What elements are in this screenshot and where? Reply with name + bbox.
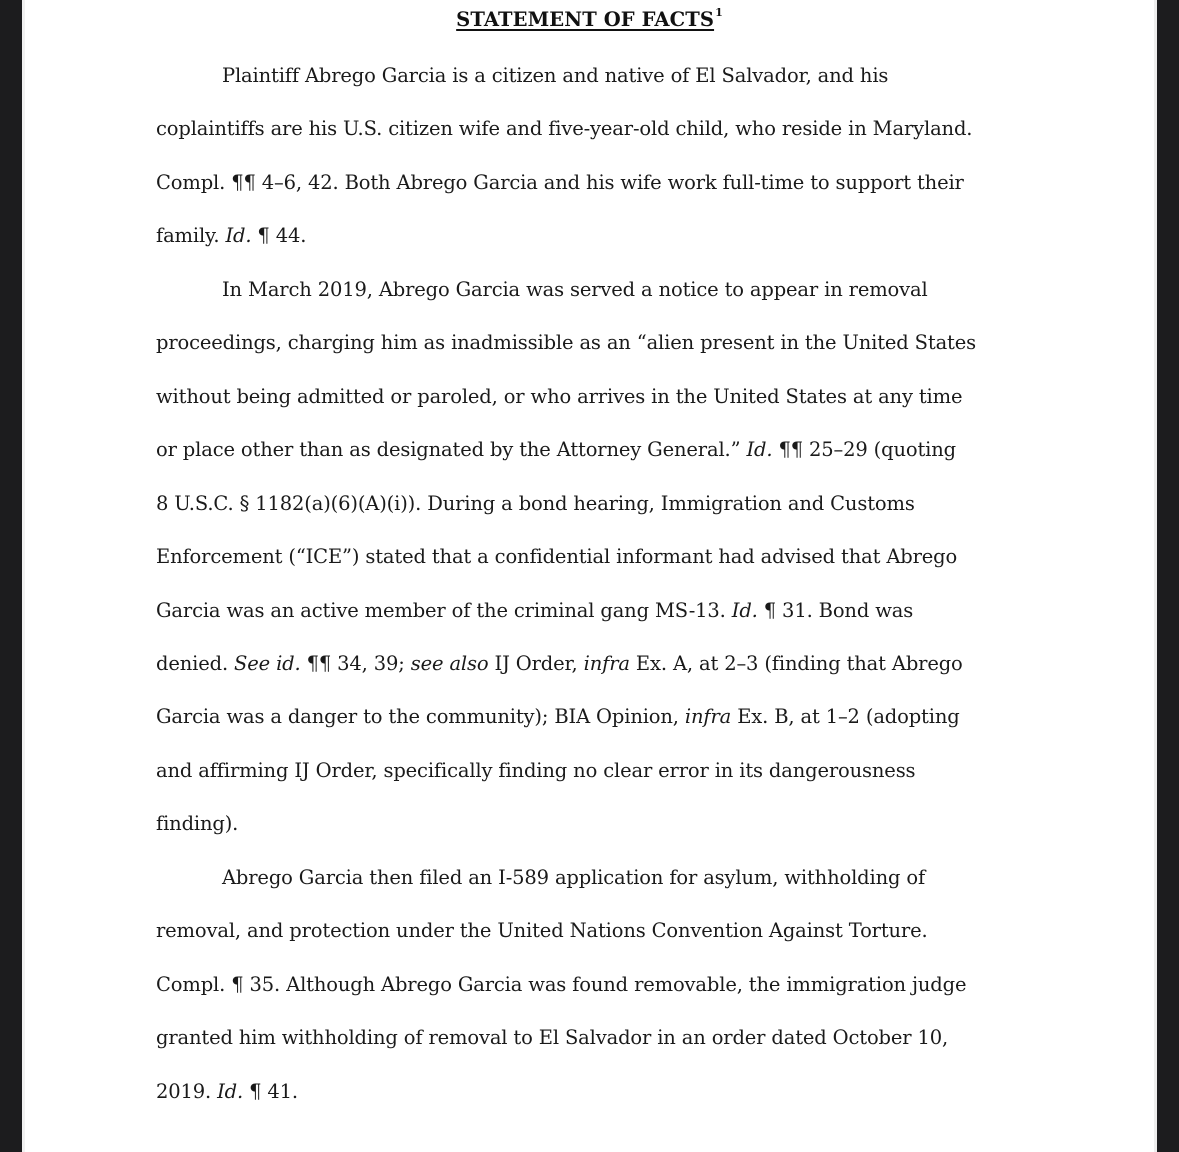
text-segment: ¶ 31. Bond was [757, 598, 914, 622]
text-line [156, 491, 915, 515]
text-segment: Compl. ¶ 35. Although Abrego Garcia was found removable, the immigration judge [156, 972, 967, 996]
text-segment: 8 U.S.C. § 1182(a)(6)(A)(i)). During a bond hearing, Immigration and Customs [156, 491, 915, 515]
text-segment: Garcia was an active member of the criminal gang MS-13. [156, 598, 732, 622]
text-line [156, 758, 916, 782]
italic-citation: infra [684, 705, 732, 729]
text-line [156, 384, 963, 408]
text-line [156, 547, 957, 567]
text-segment: removal, and protection under the United Nations Convention Against Torture. [156, 919, 928, 943]
text-segment: and affirming IJ Order, specifically finding no clear error in its dangerousness [156, 758, 916, 782]
text-segment: proceedings, charging him as inadmissible as an “alien present in the United States [156, 331, 976, 355]
text-segment: 2019. [156, 1079, 218, 1103]
text-segment: ¶¶ 34, 39; [300, 651, 411, 675]
text-line [156, 440, 956, 460]
text-segment: Ex. B, at 1–2 (adopting [731, 705, 960, 729]
section-heading [22, 5, 1157, 31]
italic-citation: See id. [234, 651, 301, 675]
text-line [156, 814, 238, 834]
italic-citation: Id. [225, 224, 252, 248]
text-line [156, 1079, 298, 1103]
text-segment: IJ Order, [488, 651, 584, 675]
text-segment: granted him withholding of removal to El Salvador in an order dated October 10, [156, 1026, 949, 1050]
text-segment: ¶ 41. [243, 1079, 298, 1103]
text-segment: family. [156, 224, 226, 248]
text-line [222, 865, 926, 889]
text-line [156, 119, 972, 139]
text-line [156, 333, 976, 353]
italic-citation: see also [410, 651, 489, 675]
text-line [156, 1028, 948, 1048]
text-line [156, 598, 914, 622]
text-segment: coplaintiffs are his U.S. citizen wife and five-year-old child, who reside in Maryland. [156, 117, 973, 141]
text-segment: Plaintiff Abrego Garcia is a citizen and native of El Salvador, and his [222, 64, 889, 87]
text-line [156, 226, 306, 246]
text-segment: denied. [156, 651, 235, 675]
text-line [156, 170, 964, 194]
italic-citation: infra [583, 651, 630, 675]
text-line [156, 707, 960, 727]
text-segment: ¶¶ 25–29 (quoting [772, 438, 956, 462]
text-segment: without being admitted or paroled, or who arrives in the United States at any time [156, 384, 963, 408]
footnote-marker[interactable]: 1 [715, 5, 723, 19]
text-line [156, 972, 967, 996]
text-segment: Compl. ¶¶ 4–6, 42. Both Abrego Garcia and his wife work full-time to support their [156, 170, 964, 194]
text-line [222, 66, 888, 86]
text-segment: Ex. A, at 2–3 (finding that Abrego [629, 651, 963, 675]
text-segment: or place other than as designated by the Attorney General.” [156, 438, 747, 462]
text-line [222, 277, 928, 301]
document-page [22, 0, 1157, 1152]
text-segment: Abrego Garcia then filed an I-589 application for asylum, withholding of [222, 865, 926, 889]
heading-title: STATEMENT OF FACTS [456, 8, 715, 31]
text-segment: Garcia was a danger to the community); BIA Opinion, [156, 705, 685, 729]
italic-citation: Id. [731, 598, 758, 622]
text-line [156, 651, 963, 675]
text-segment: finding). [156, 812, 239, 836]
text-line [156, 921, 928, 941]
italic-citation: Id. [217, 1079, 244, 1103]
text-segment: In March 2019, Abrego Garcia was served a notice to appear in removal [222, 277, 928, 301]
text-segment: Enforcement (“ICE”) stated that a confidential informant had advised that Abrego [156, 545, 958, 569]
text-segment: ¶ 44. [251, 224, 307, 248]
italic-citation: Id. [746, 438, 773, 462]
